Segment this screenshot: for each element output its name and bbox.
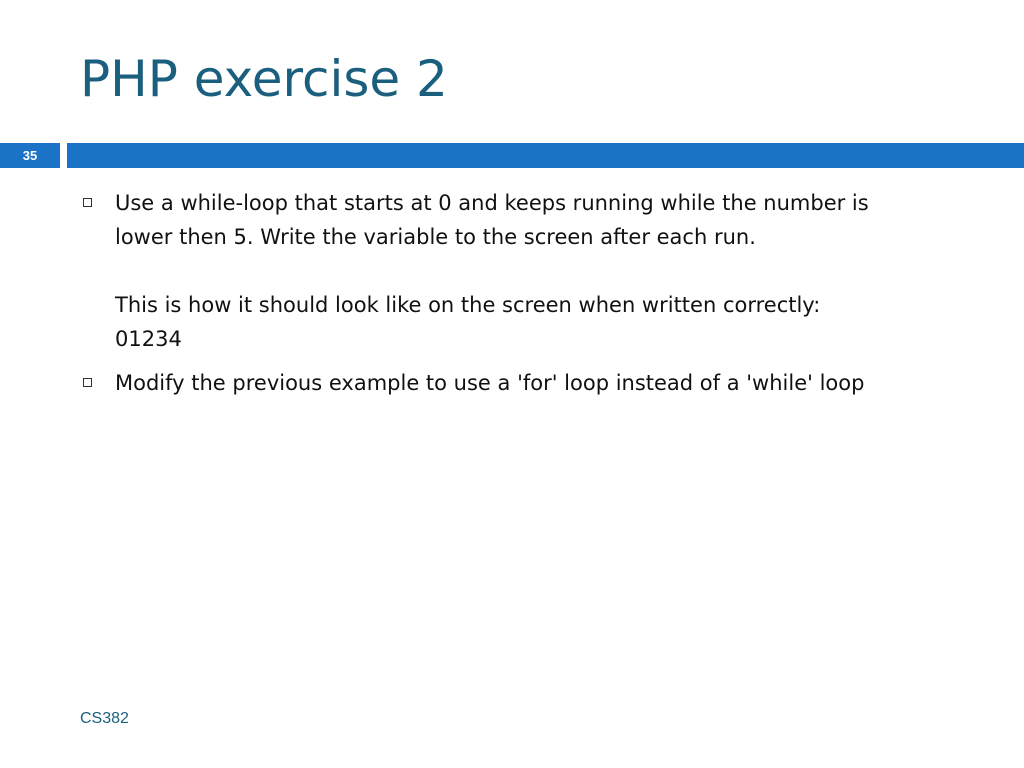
bullet-text-line: Use a while-loop that starts at 0 and keeps running while the number is <box>115 191 869 215</box>
bullet-item <box>80 186 980 356</box>
bullet-text-line: This is how it should look like on the screen when written correctly: <box>115 293 821 317</box>
bullet-text-line: Modify the previous example to use a 'for' loop instead of a 'while' loop <box>115 371 865 395</box>
slide-title: PHP exercise 2 <box>80 50 448 108</box>
footer-course-code: CS382 <box>80 710 129 727</box>
bullet-text-line: lower then 5. Write the variable to the screen after each run. <box>115 225 756 249</box>
square-bullet-icon <box>83 198 92 207</box>
slide-content <box>80 186 980 400</box>
slide-number: 35 <box>22 148 38 163</box>
blank-line <box>115 254 980 288</box>
expected-output: 01234 <box>115 327 182 351</box>
bullet-item <box>80 366 980 400</box>
title-divider-bar <box>67 143 1024 168</box>
square-bullet-icon <box>83 378 92 387</box>
